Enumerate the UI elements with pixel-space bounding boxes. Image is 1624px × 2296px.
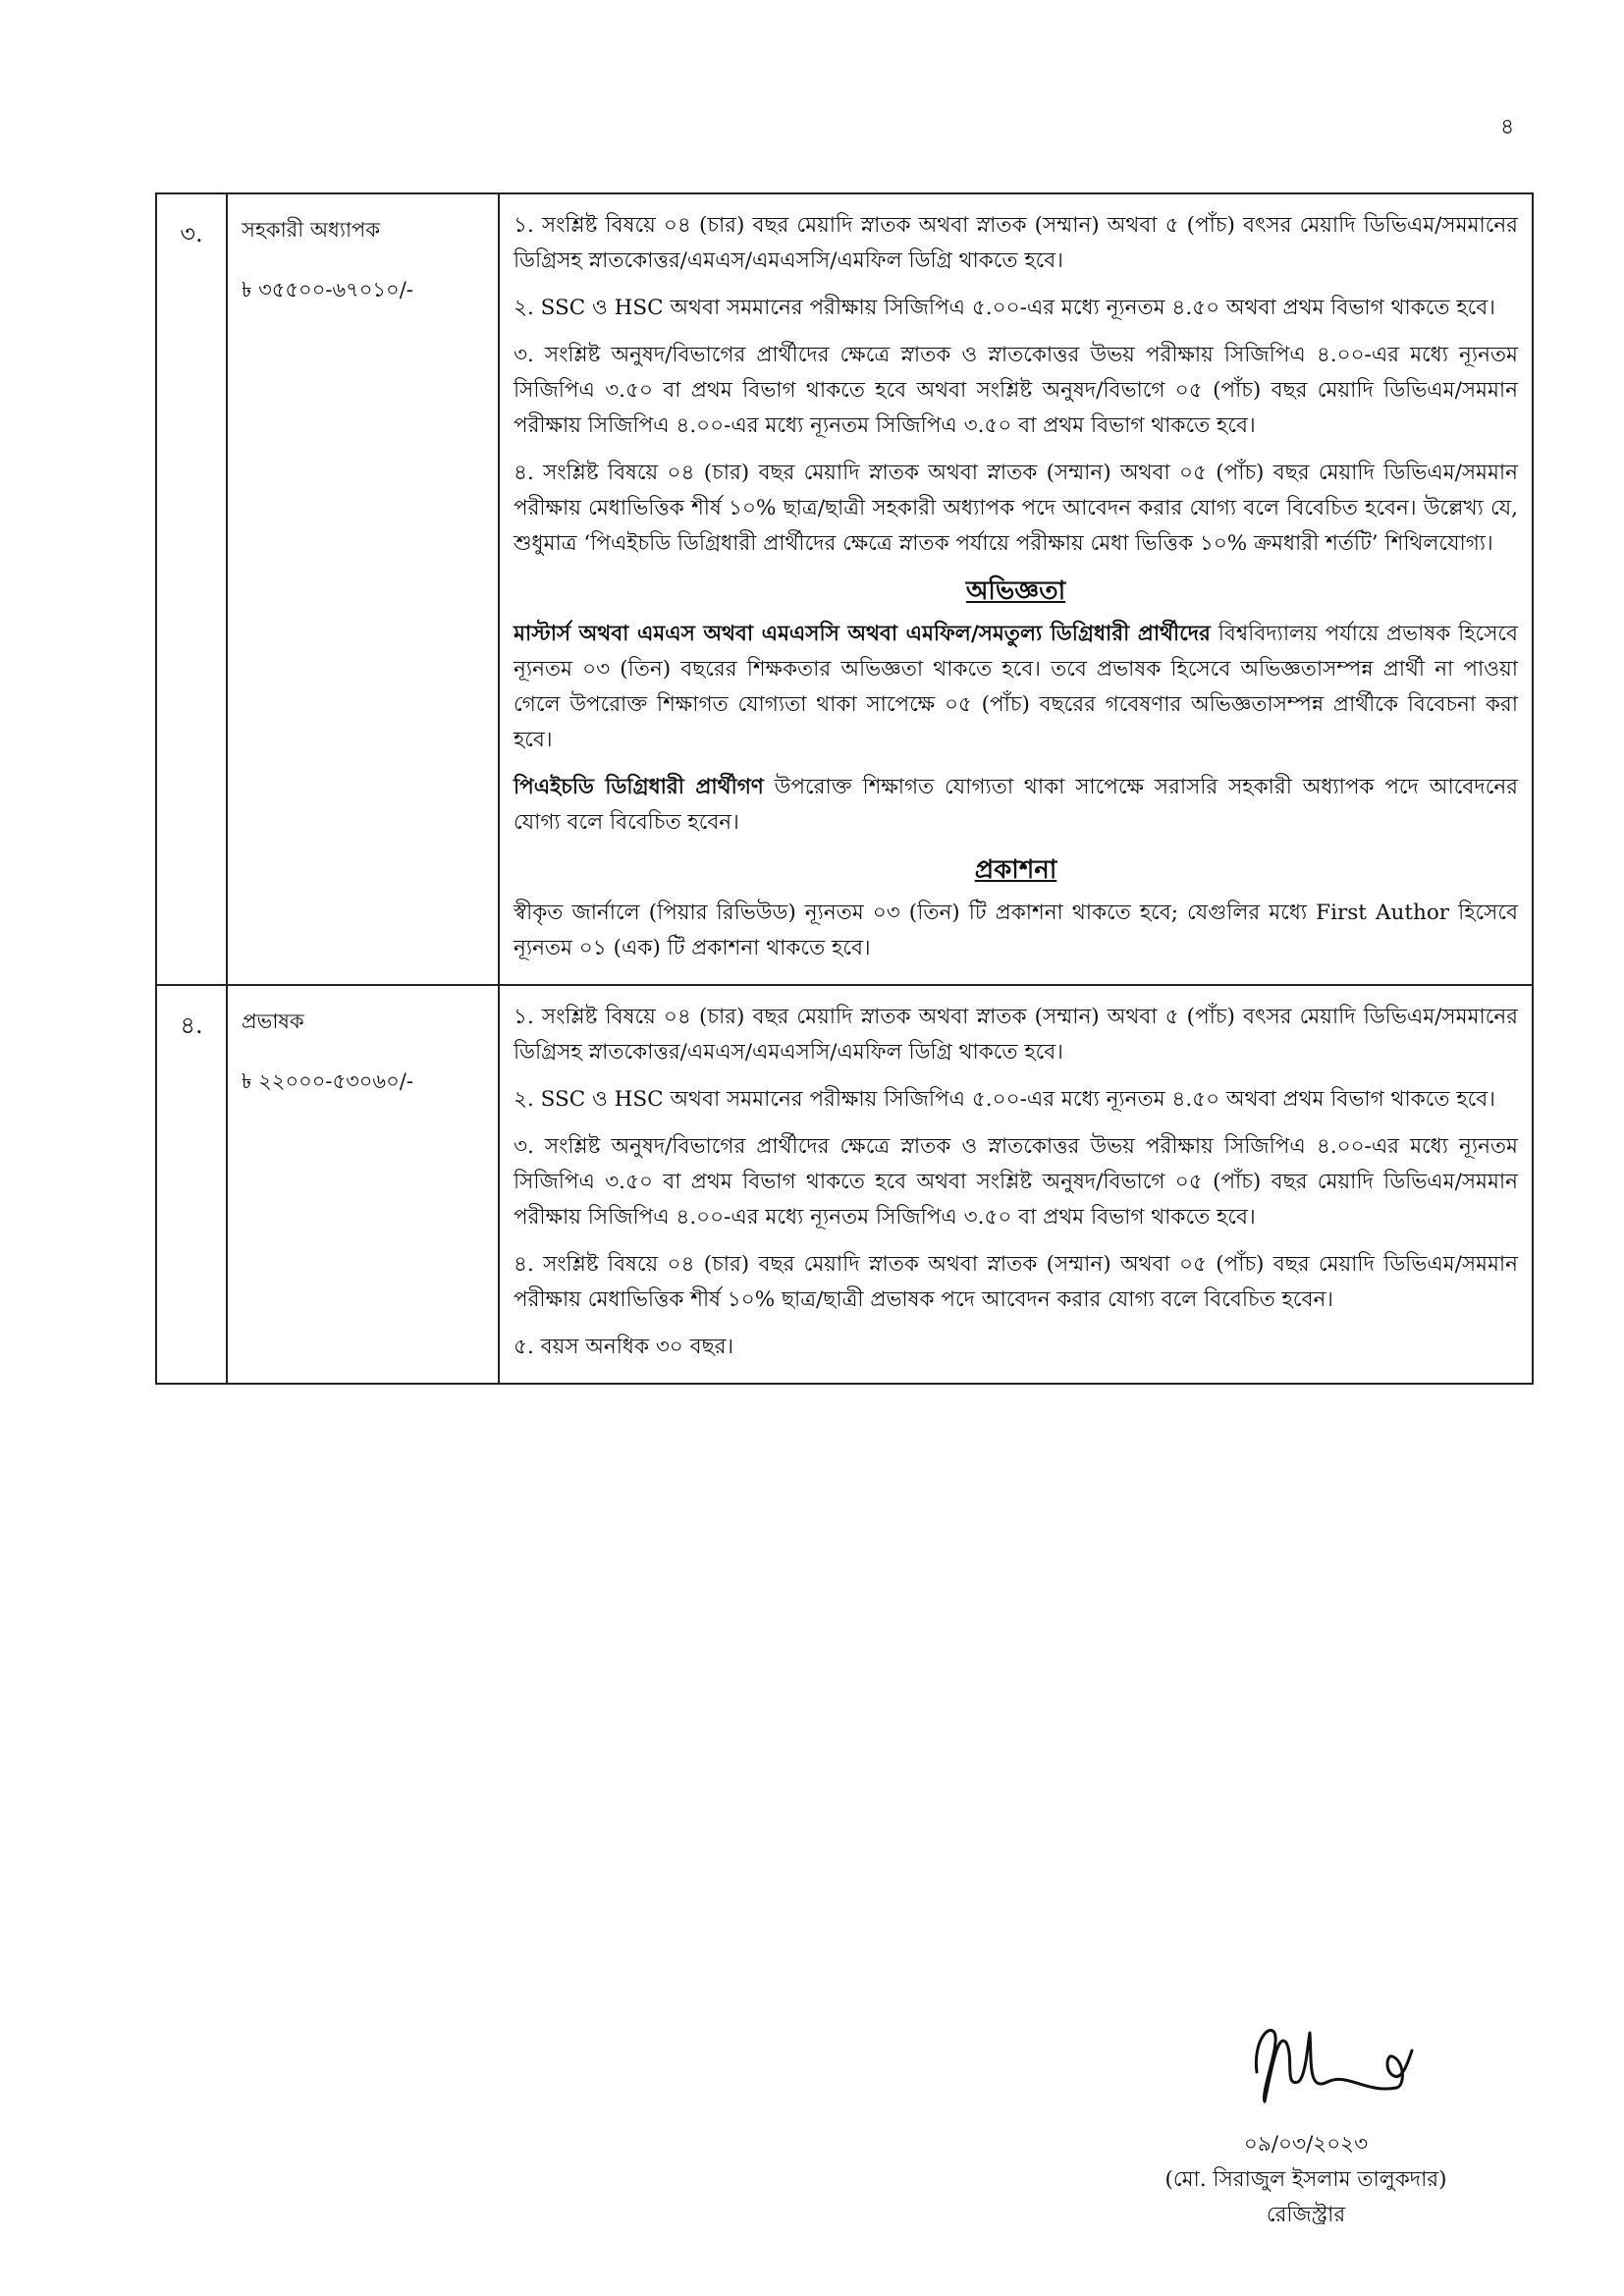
qualification-item: ৪. সংশ্লিষ্ট বিষয়ে ০৪ (চার) বছর মেয়াদি স্নাতক অথবা স্নাতক (সম্মান) অথবা ০৫ (পাঁচ) বছর মেয়াদি ডিভিএম/সমমান পরীক্ষায় মেধাভিত্তিক শীর্ষ ১০% ছাত্র/ছাত্রী সহকারী অধ্যাপক পদে আবেদন করার যোগ্য বলে বিবেচিত হবেন। উল্লেখ্য যে, শুধুমাত্র ‘পিএইচডি ডিগ্রিধারী প্রার্থীদের ক্ষেত্রে স্নাতক পর্যায়ে পরীক্ষায় মেধা ভিত্তিক ১০% ক্রমধারী শর্তটি’ শিথিলযোগ্য। (514, 461, 1518, 556)
experience-text: বিশ্ববিদ্যালয় পর্যায়ে প্রভাষক হিসেবে ন্যূনতম ০৩ (তিন) বছরের শিক্ষকতার অভিজ্ঞতা থাকতে হবে। তবে প্রভাষক হিসেবে অভিজ্ঞতাসম্পন্ন প্রার্থী না পাওয়া গেলে উপরোক্ত শিক্ষাগত যোগ্যতা থাকা সাপেক্ষে ০৫ (পাঁচ) বছরের গবেষণার অভিজ্ঞতাসম্পন্ন প্রার্থীকে বিবেচনা করা হবে। (514, 622, 1519, 752)
qualification-item: ৩. সংশ্লিষ্ট অনুষদ/বিভাগের প্রার্থীদের ক্ষেত্রে স্নাতক ও স্নাতকোত্তর উভয় পরীক্ষায় সিজিপিএ ৪.০০-এর মধ্যে ন্যূনতম সিজিপিএ ৩.৫০ বা প্রথম বিভাগ থাকতে হবে অথবা সংশ্লিষ্ট অনুষদ/বিভাগে ০৫ (পাঁচ) বছর মেয়াদি ডিভিএম/সমমান পরীক্ষায় সিজিপিএ ৪.০০-এর মধ্যে ন্যূনতম সিজিপিএ ৩.৫০ বা প্রথম বিভাগ থাকতে হবে। (514, 343, 1518, 438)
qualification-cell (499, 985, 1533, 1384)
signature-block (1100, 2127, 1512, 2233)
signature-date: ০৯/০৩/২০২৩ (1243, 2132, 1369, 2157)
qualification-item: ১. সংশ্লিষ্ট বিষয়ে ০৪ (চার) বছর মেয়াদি স্নাতক অথবা স্নাতক (সম্মান) অথবা ৫ (পাঁচ) বৎসর মেয়াদি ডিভিএম/সমমানের ডিগ্রিসহ স্নাতকোত্তর/এমএস/এমএসসি/এমফিল ডিগ্রি থাকতে হবে। (514, 1005, 1518, 1065)
qualification-item: ২. SSC ও HSC অথবা সমমানের পরীক্ষায় সিজিপিএ ৫.০০-এর মধ্যে ন্যূনতম ৪.৫০ অথবা প্রথম বিভাগ থাকতে হবে। (514, 1087, 1495, 1112)
signatory-title: রেজিস্ট্রার (1266, 2203, 1346, 2227)
requirements-table (155, 192, 1534, 1385)
table-row (156, 985, 1533, 1384)
experience-paragraph (514, 617, 1518, 758)
experience-paragraph (514, 770, 1518, 841)
signatory-name: (মো. সিরাজুল ইসলাম তালুকদার) (1164, 2167, 1447, 2192)
post-title: সহকারী অধ্যাপক (242, 218, 381, 242)
signature-image (1239, 2003, 1435, 2121)
post-title: প্রভাষক (242, 1010, 304, 1033)
pay-scale: ৳ ৩৫৫০০-৬৭০১০/- (242, 278, 413, 301)
qualification-item: ৪. সংশ্লিষ্ট বিষয়ে ০৪ (চার) বছর মেয়াদি স্নাতক অথবা স্নাতক (সম্মান) অথবা ০৫ (পাঁচ) বছর মেয়াদি ডিভিএম/সমমান পরীক্ষায় মেধাভিত্তিক শীর্ষ ১০% ছাত্র/ছাত্রী প্রভাষক পদে আবেদন করার যোগ্য বলে বিবেচিত হবেন। (514, 1252, 1518, 1312)
experience-text: উপরোক্ত শিক্ষাগত যোগ্যতা থাকা সাপেক্ষে সরাসরি সহকারী অধ্যাপক পদে আবেদনের যোগ্য বলে বিবেচিত হবেন। (514, 775, 1518, 835)
serial-cell: ৩. (156, 193, 227, 985)
post-cell (227, 985, 499, 1384)
serial-cell: ৪. (156, 985, 227, 1384)
publication-text: স্বীকৃত জার্নালে (পিয়ার রিভিউড) ন্যূনতম ০৩ (তিন) টি প্রকাশনা থাকতে হবে; যেগুলির মধ্যে First Author হিসেবে ন্যূনতম ০১ (এক) টি প্রকাশনা থাকতে হবে। (514, 901, 1518, 960)
qualification-item: ৩. সংশ্লিষ্ট অনুষদ/বিভাগের প্রার্থীদের ক্ষেত্রে স্নাতক ও স্নাতকোত্তর উভয় পরীক্ষায় সিজিপিএ ৪.০০-এর মধ্যে ন্যূনতম সিজিপিএ ৩.৫০ বা প্রথম বিভাগ থাকতে হবে অথবা সংশ্লিষ্ট অনুষদ/বিভাগে ০৫ (পাঁচ) বছর মেয়াদি ডিভিএম/সমমান পরীক্ষায় সিজিপিএ ৪.০০-এর মধ্যে ন্যূনতম সিজিপিএ ৩.৫০ বা প্রথম বিভাগ থাকতে হবে। (514, 1134, 1518, 1230)
page-number: ৪ (1500, 115, 1515, 139)
qualification-cell (499, 193, 1533, 985)
qualification-item: ৫. বয়স অনধিক ৩০ বছর। (514, 1335, 734, 1359)
post-cell (227, 193, 499, 985)
pay-scale: ৳ ২২০০০-৫৩০৬০/- (242, 1069, 413, 1093)
qualification-item: ১. সংশ্লিষ্ট বিষয়ে ০৪ (চার) বছর মেয়াদি স্নাতক অথবা স্নাতক (সম্মান) অথবা ৫ (পাঁচ) বৎসর মেয়াদি ডিভিএম/সমমানের ডিগ্রিসহ স্নাতকোত্তর/এমএস/এমএসসি/এমফিল ডিগ্রি থাকতে হবে। (514, 213, 1518, 273)
qualification-item: ২. SSC ও HSC অথবা সমমানের পরীক্ষায় সিজিপিএ ৫.০০-এর মধ্যে ন্যূনতম ৪.৫০ অথবা প্রথম বিভাগ থাকতে হবে। (514, 296, 1495, 320)
experience-lead: মাস্টার্স অথবা এমএস অথবা এমএসসি অথবা এমফিল/সমতুল্য ডিগ্রিধারী প্রার্থীদের (514, 622, 1211, 646)
table-row (156, 193, 1533, 985)
experience-lead: পিএইচডি ডিগ্রিধারী প্রার্থীগণ (514, 775, 764, 799)
publication-heading: প্রকাশনা (974, 855, 1057, 885)
experience-heading: অভিজ্ঞতা (965, 576, 1066, 606)
